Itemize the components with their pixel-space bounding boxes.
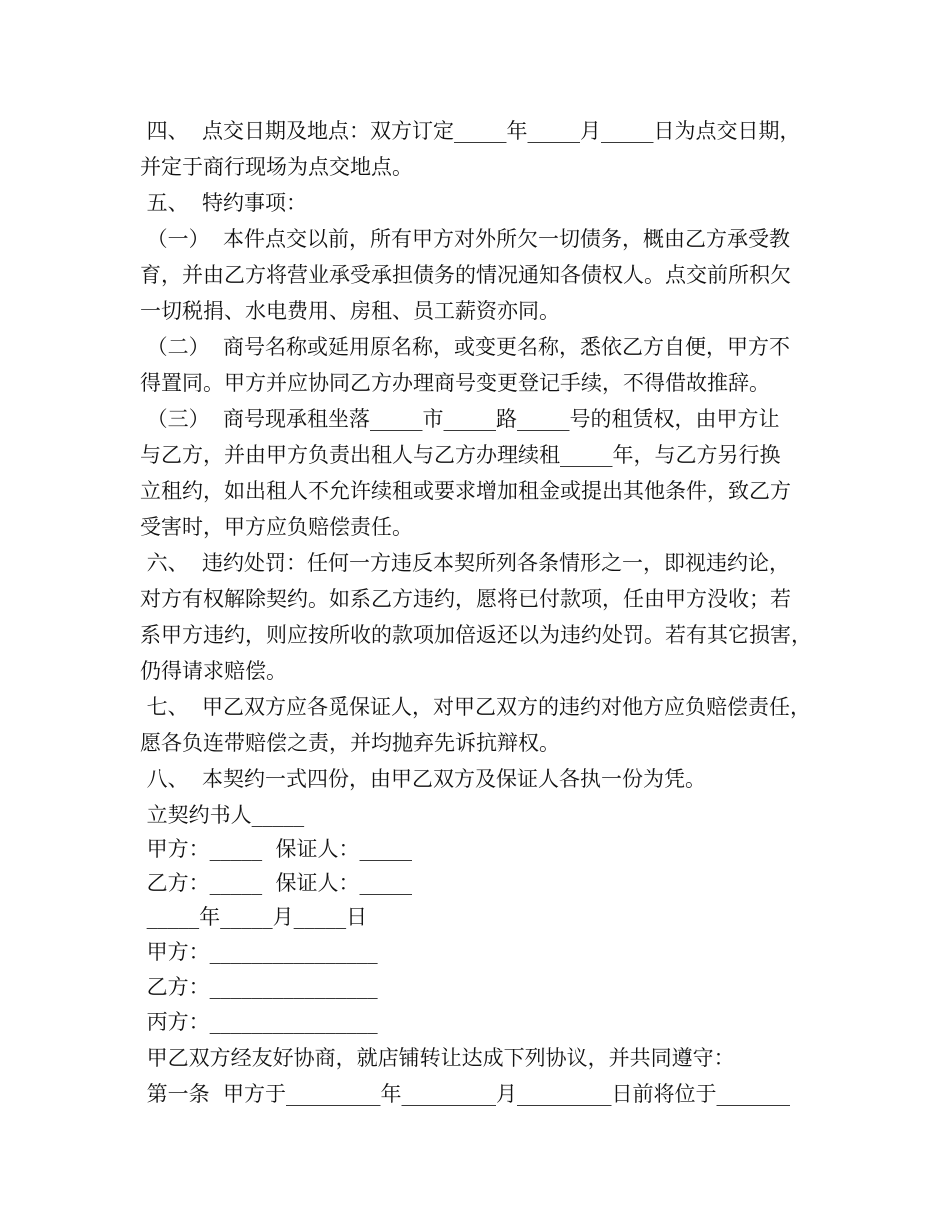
text-line: 愿各负连带赔偿之责，并均抛弃先诉抗辩权。: [140, 731, 560, 755]
text-line: _____年_____月_____日: [140, 905, 368, 929]
text-line: （二） 商号名称或延用原名称，或变更名称，悉依乙方自便，甲方不: [140, 335, 791, 359]
text-line: 立契约书人_____: [140, 803, 305, 827]
text-line: 乙方：_____ 保证人：_____: [140, 871, 413, 895]
text-line: 得置同。甲方并应协同乙方办理商号变更登记手续，不得借故推辞。: [140, 371, 770, 395]
text-line: 甲方：________________: [140, 940, 378, 964]
text-line: 四、 点交日期及地点：双方订定_____年_____月_____日为点交日期，: [140, 119, 801, 143]
text-line: 第一条 甲方于_________年_________月_________日前将位于_______: [140, 1082, 791, 1106]
text-line: 系甲方违约，则应按所收的款项加倍返还以为违约处罚。若有其它损害，: [140, 623, 812, 647]
text-line: 甲方：_____ 保证人：_____: [140, 837, 413, 861]
text-line: 与乙方，并由甲方负责出租人与乙方办理续租_____年，与乙方另行换: [140, 443, 781, 467]
text-line: （一） 本件点交以前，所有甲方对外所欠一切债务，概由乙方承受教: [140, 227, 791, 251]
text-line: 一切税捐、水电费用、房租、员工薪资亦同。: [140, 299, 560, 323]
text-line: 甲乙双方经友好协商，就店铺转让达成下列协议，并共同遵守：: [140, 1046, 735, 1070]
text-line: 五、 特约事项：: [140, 191, 308, 215]
text-line: 立租约，如出租人不允许续租或要求增加租金或提出其他条件，致乙方: [140, 479, 791, 503]
text-line: 受害时，甲方应负赔偿责任。: [140, 515, 413, 539]
text-line: 乙方：________________: [140, 975, 378, 999]
text-line: 并定于商行现场为点交地点。: [140, 155, 413, 179]
text-line: 六、 违约处罚：任何一方违反本契所列各条情形之一，即视违约论，: [140, 551, 791, 575]
text-line: 对方有权解除契约。如系乙方违约，愿将已付款项，任由甲方没收；若: [140, 587, 791, 611]
text-line: 八、 本契约一式四份，由甲乙双方及保证人各执一份为凭。: [140, 767, 707, 791]
text-line: 丙方：________________: [140, 1010, 378, 1034]
text-line: 仍得请求赔偿。: [140, 659, 287, 683]
text-line: （三） 商号现承租坐落_____市_____路_____号的租赁权，由甲方让: [140, 407, 780, 431]
text-line: 育，并由乙方将营业承受承担债务的情况通知各债权人。点交前所积欠: [140, 263, 791, 287]
text-line: 七、 甲乙双方应各觅保证人，对甲乙双方的违约对他方应负赔偿责任，: [140, 695, 812, 719]
